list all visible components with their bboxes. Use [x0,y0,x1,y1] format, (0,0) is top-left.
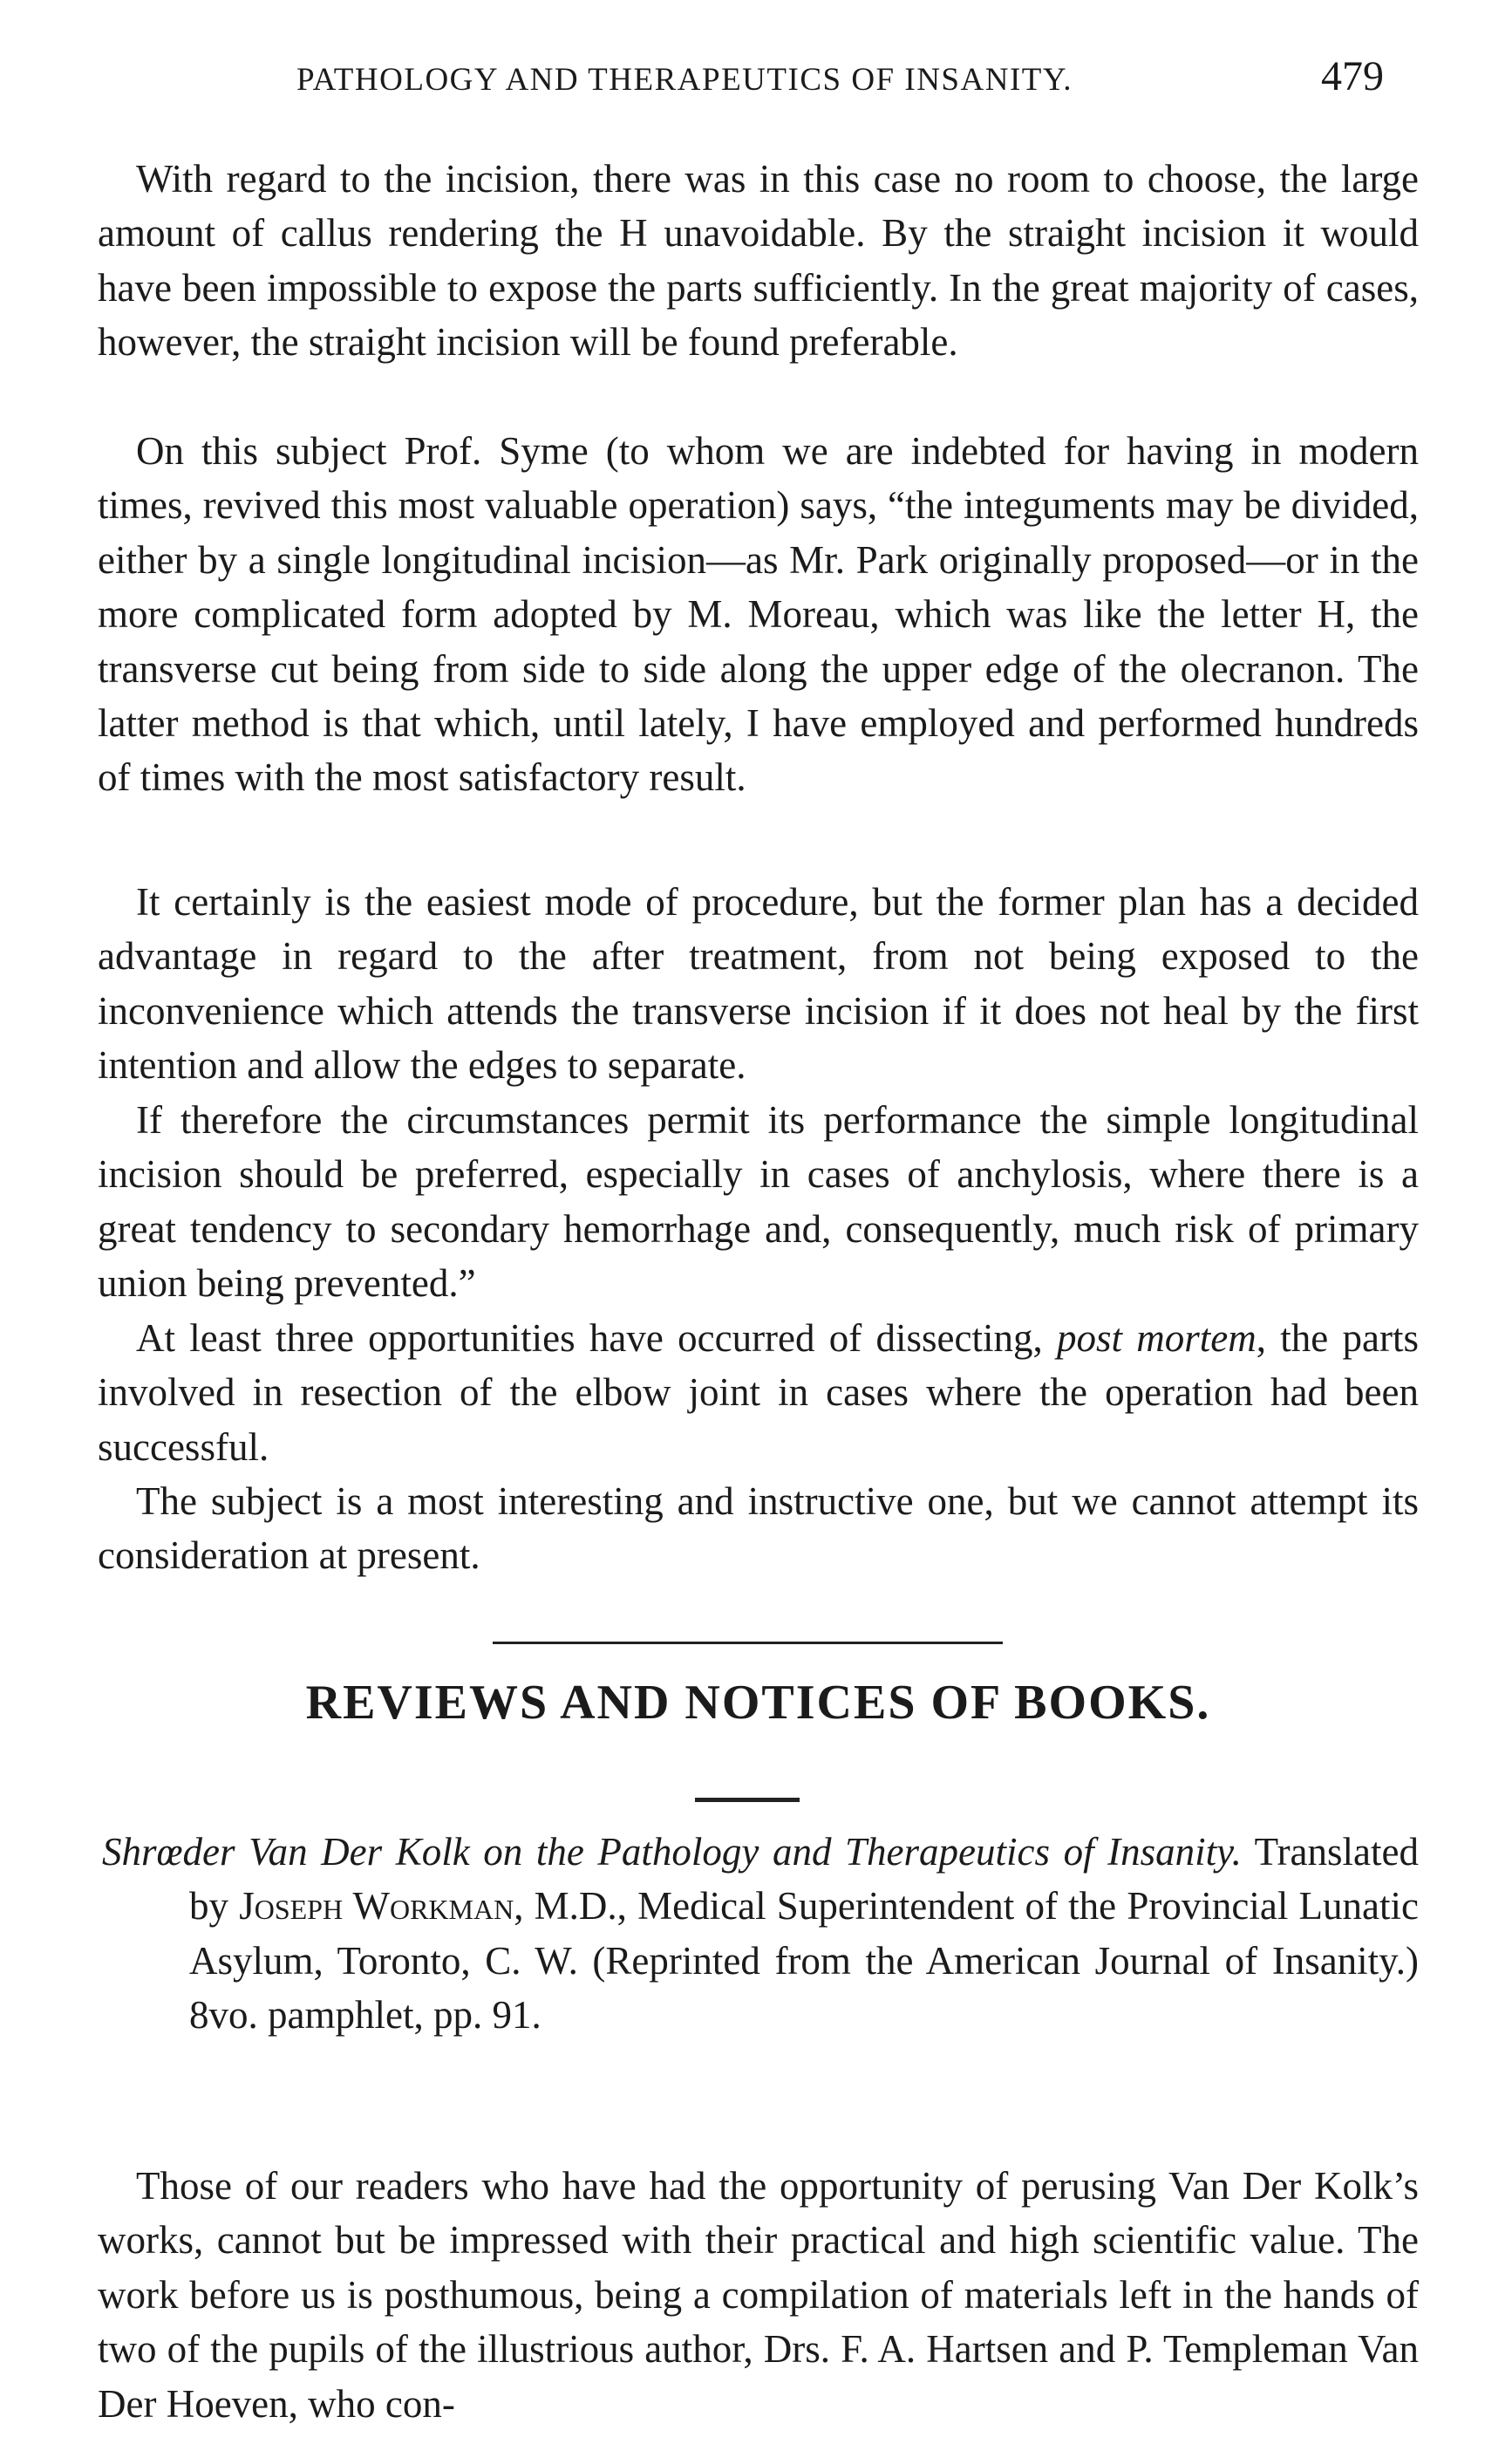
paragraph-dissection-text-end: , the parts involved in resection of the elbow joint in cases where the operation had been successful. [98,1316,1419,1469]
paragraph-syme-quote: On this subject Prof. Syme (to whom we are indebted for having in modern times, revived this most valuable operation) says, “the integuments may be divided, either by a single longitudinal incision—as Mr. Park originally proposed—or in the more complicated form adopted by M. Moreau, which was like the letter H, the transverse cut being from side to side along the upper edge of the olecranon. The latter method is that which, until lately, I have employed and performed hundreds of times with the most satisfactory result. [98,429,1419,800]
translator-name: Joseph Workman [239,1884,514,1929]
running-title: PATHOLOGY AND THERAPEUTICS OF INSANITY. [296,62,1073,98]
heading-divider [695,1798,800,1802]
section-heading: REVIEWS AND NOTICES OF BOOKS. [305,1676,1211,1730]
book-citation [102,1825,1419,2043]
page-number: 479 [1321,53,1384,99]
paragraph-longitudinal: If therefore the circumstances permit its performance the simple longitudinal incision should be preferred, especially in cases of anchylosis, where there is a great tendency to secondary hemorrhage and, consequently, much risk of primary union being prevented.” [98,1098,1419,1306]
paragraph-procedure: It certainly is the easiest mode of procedure, but the former plan has a decided advantage in regard to the after treatment, from not being exposed to the inconvenience which attends the transverse incision if it does not heal by the first intention and allow the edges to separate. [98,880,1419,1088]
post-mortem-italic: post mortem [1057,1316,1257,1360]
paragraph-dissection [98,1311,1419,1474]
paragraph-dissection-text: At least three opportunities have occurred of dissecting, [136,1316,1058,1360]
paragraph-subject: The subject is a most interesting and instructive one, but we cannot attempt its consideration at present. [98,1479,1419,1578]
book-title: Shrœder Van Der Kolk on the Pathology and Therapeutics of Insanity. [102,1830,1242,1874]
paragraph-incision: With regard to the incision, there was in this case no room to choose, the large amount of callus rendering the H unavoidable. By the straight incision it would have been impossible to expose the parts sufficiently. In the great majority of cases, however, the straight incision will be found preferable. [98,157,1419,365]
section-divider [493,1642,1003,1644]
book-details: , M.D., Medical Superintendent of the Provincial Lunatic Asylum, Toronto, C. W. (Reprinted from the American Journal of Insanity.) 8vo. pamphlet, pp. 91. [189,1884,1419,2038]
review-paragraph: Those of our readers who have had the opportunity of perusing Van Der Kolk’s works, cannot but be impressed with their practical and high scientific value. The work before us is posthumous, being a compilation of materials left in the hands of two of the pupils of the illustrious author, Drs. F. A. Hartsen and P. Templeman Van Der Hoeven, who con- [98,2164,1419,2426]
translated-by-text: Translated by [189,1830,1419,1929]
